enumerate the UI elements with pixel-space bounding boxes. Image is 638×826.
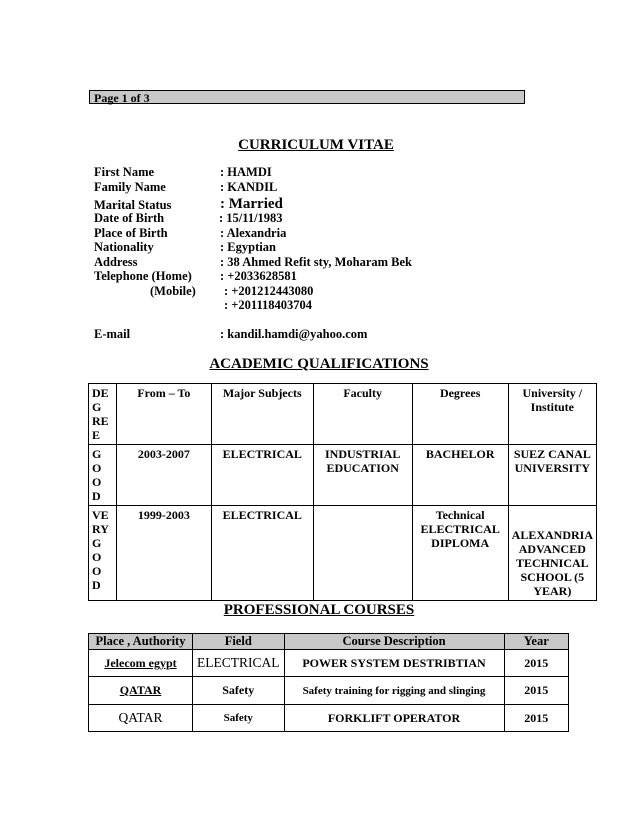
degree-header: DE G RE E: [89, 384, 117, 445]
major-subject-cell: ELECTRICAL: [211, 445, 313, 506]
professional-courses-title: PROFESSIONAL COURSES: [223, 602, 415, 618]
year-cell: 2015: [504, 650, 569, 677]
first-name-label: First Name: [94, 165, 155, 179]
major-subject-cell: ELECTRICAL: [211, 506, 313, 601]
address-label: Address: [94, 255, 138, 269]
first-name-value: : HAMDI: [220, 165, 272, 179]
telephone-mobile-label: (Mobile): [150, 284, 196, 298]
grade-cell: VE RY G O O D: [89, 506, 117, 601]
email-value: : kandil.hamdi@yahoo.com: [220, 327, 368, 341]
from-to-header: From – To: [116, 384, 211, 445]
year-cell: 2015: [504, 705, 569, 732]
degree-cell: Technical ELECTRICAL DIPLOMA: [412, 506, 508, 601]
faculty-cell: [313, 506, 412, 601]
degree-cell: BACHELOR: [412, 445, 508, 506]
field-cell: ELECTRICAL: [193, 650, 285, 677]
academic-qualifications-table: [88, 383, 597, 601]
year-cell: 2015: [504, 677, 569, 705]
courses-header-row: [89, 634, 569, 650]
from-to-cell: 1999-2003: [116, 506, 211, 601]
field-header: Field: [193, 634, 285, 650]
professional-courses-table: [88, 633, 569, 732]
table-row: [89, 705, 569, 732]
course-description-header: Course Description: [284, 634, 504, 650]
telephone-mobile-2-value: : +201118403704: [224, 298, 313, 312]
place-of-birth-label: Place of Birth: [94, 226, 168, 240]
academic-header-row: [89, 384, 597, 445]
course-description-cell: Safety training for rigging and slinging: [284, 677, 504, 705]
table-row: [89, 506, 597, 601]
table-row: [89, 650, 569, 677]
degrees-header: Degrees: [412, 384, 508, 445]
major-subjects-header: Major Subjects: [211, 384, 313, 445]
course-description-cell: POWER SYSTEM DESTRIBTIAN: [284, 650, 504, 677]
place-authority-header: Place , Authority: [89, 634, 193, 650]
nationality-label: Nationality: [94, 240, 154, 254]
family-name-value: : KANDIL: [220, 180, 278, 194]
university-cell: ALEXANDRIA ADVANCED TECHNICAL SCHOOL (5 YEAR): [508, 506, 596, 601]
grade-cell: G O O D: [89, 445, 117, 506]
place-authority-cell: Jelecom egypt: [89, 650, 193, 677]
table-row: [89, 445, 597, 506]
address-value: : 38 Ahmed Refit sty, Moharam Bek: [220, 255, 412, 269]
telephone-mobile-value: : +201212443080: [224, 284, 314, 298]
faculty-header: Faculty: [313, 384, 412, 445]
telephone-home-value: : +2033628581: [220, 269, 297, 283]
place-authority-cell: QATAR: [89, 705, 193, 732]
university-cell: SUEZ CANAL UNIVERSITY: [508, 445, 596, 506]
email-label: E-mail: [94, 327, 131, 341]
page-indicator: Page 1 of 3: [89, 90, 525, 104]
telephone-home-label: Telephone (Home): [94, 269, 192, 283]
from-to-cell: 2003-2007: [116, 445, 211, 506]
place-authority-cell: QATAR: [89, 677, 193, 705]
university-header: University / Institute: [508, 384, 596, 445]
date-of-birth-label: Date of Birth: [94, 211, 165, 225]
faculty-cell: INDUSTRIAL EDUCATION: [313, 445, 412, 506]
marital-status-label: Marital Status: [94, 198, 172, 212]
course-description-cell: FORKLIFT OPERATOR: [284, 705, 504, 732]
field-cell: Safety: [193, 705, 285, 732]
academic-qualifications-title: ACADEMIC QUALIFICATIONS: [209, 356, 429, 372]
place-of-birth-value: : Alexandria: [220, 226, 287, 240]
family-name-label: Family Name: [94, 180, 166, 194]
marital-status-value: : Married: [220, 196, 283, 212]
table-row: [89, 677, 569, 705]
field-cell: Safety: [193, 677, 285, 705]
cv-title: CURRICULUM VITAE: [238, 137, 394, 153]
date-of-birth-value: : 15/11/1983: [219, 211, 283, 225]
nationality-value: : Egyptian: [220, 240, 276, 254]
year-header: Year: [504, 634, 569, 650]
